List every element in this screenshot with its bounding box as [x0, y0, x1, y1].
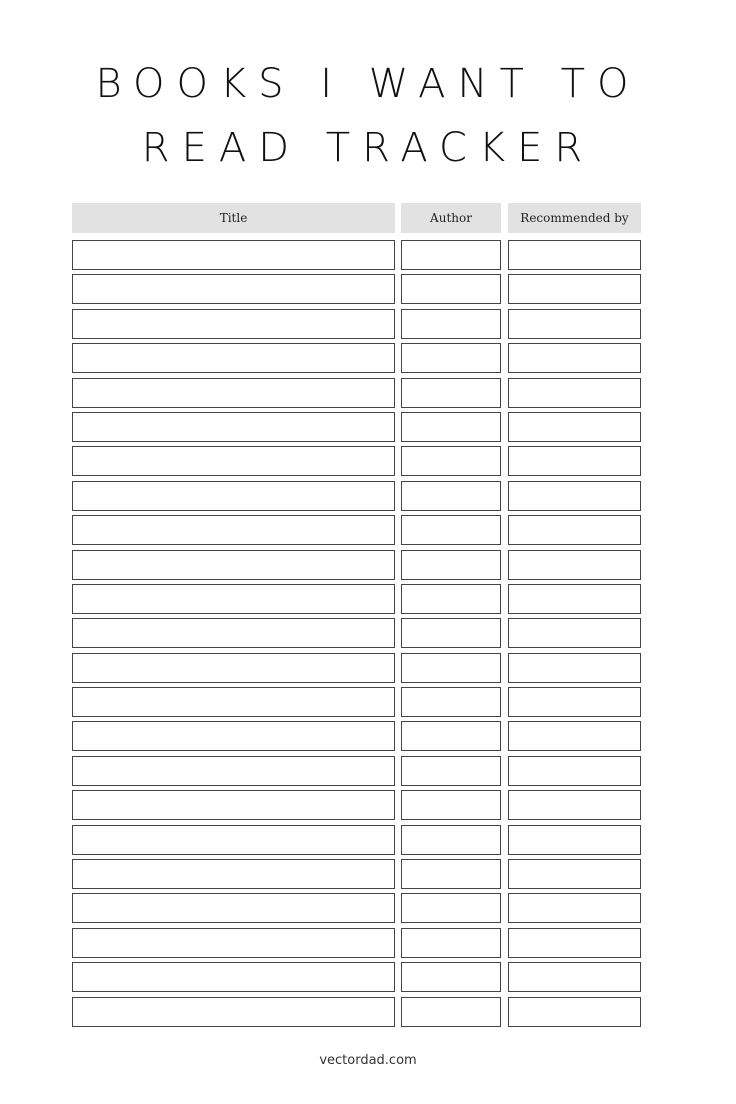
author-cell — [401, 962, 501, 992]
page-title — [0, 52, 736, 180]
recommended-by-cell — [508, 584, 641, 614]
title-cell — [72, 550, 395, 580]
table-row — [0, 378, 736, 412]
author-cell — [401, 721, 501, 751]
author-cell — [401, 997, 501, 1027]
recommended-by-cell — [508, 997, 641, 1027]
author-cell — [401, 859, 501, 889]
column-header-title: Title — [72, 203, 395, 233]
author-cell — [401, 653, 501, 683]
table-row — [0, 618, 736, 652]
title-cell — [72, 687, 395, 717]
table-row — [0, 893, 736, 927]
title-cell — [72, 412, 395, 442]
author-cell — [401, 343, 501, 373]
title-cell — [72, 343, 395, 373]
table-row — [0, 825, 736, 859]
title-cell — [72, 446, 395, 476]
author-cell — [401, 618, 501, 648]
table-row — [0, 997, 736, 1031]
author-cell — [401, 274, 501, 304]
table-row — [0, 859, 736, 893]
author-cell — [401, 893, 501, 923]
table-row — [0, 584, 736, 618]
recommended-by-cell — [508, 618, 641, 648]
title-cell — [72, 378, 395, 408]
author-cell — [401, 481, 501, 511]
title-cell — [72, 618, 395, 648]
recommended-by-cell — [508, 240, 641, 270]
column-header-recommended-by: Recommended by — [508, 203, 641, 233]
table-row — [0, 412, 736, 446]
table-row — [0, 309, 736, 343]
author-cell — [401, 687, 501, 717]
author-cell — [401, 446, 501, 476]
author-cell — [401, 928, 501, 958]
title-cell — [72, 962, 395, 992]
tracker-table-body — [0, 240, 736, 1030]
table-row — [0, 962, 736, 996]
recommended-by-cell — [508, 962, 641, 992]
recommended-by-cell — [508, 550, 641, 580]
author-cell — [401, 790, 501, 820]
recommended-by-cell — [508, 309, 641, 339]
recommended-by-cell — [508, 928, 641, 958]
table-row — [0, 928, 736, 962]
author-cell — [401, 412, 501, 442]
table-row — [0, 515, 736, 549]
recommended-by-cell — [508, 756, 641, 786]
title-cell — [72, 756, 395, 786]
title-cell — [72, 893, 395, 923]
title-cell — [72, 584, 395, 614]
title-cell — [72, 309, 395, 339]
title-cell — [72, 859, 395, 889]
title-cell — [72, 928, 395, 958]
recommended-by-cell — [508, 446, 641, 476]
page-title-line-1: BOOKS I WANT TO — [95, 61, 641, 107]
recommended-by-cell — [508, 859, 641, 889]
recommended-by-cell — [508, 412, 641, 442]
recommended-by-cell — [508, 721, 641, 751]
recommended-by-cell — [508, 515, 641, 545]
table-row — [0, 550, 736, 584]
title-cell — [72, 515, 395, 545]
table-row — [0, 274, 736, 308]
recommended-by-cell — [508, 653, 641, 683]
title-cell — [72, 721, 395, 751]
recommended-by-cell — [508, 687, 641, 717]
recommended-by-cell — [508, 893, 641, 923]
table-row — [0, 653, 736, 687]
column-header-author: Author — [401, 203, 501, 233]
table-row — [0, 756, 736, 790]
recommended-by-cell — [508, 343, 641, 373]
author-cell — [401, 240, 501, 270]
table-row — [0, 687, 736, 721]
page-title-line-2: READ TRACKER — [141, 125, 595, 171]
table-row — [0, 343, 736, 377]
author-cell — [401, 756, 501, 786]
recommended-by-cell — [508, 825, 641, 855]
author-cell — [401, 825, 501, 855]
author-cell — [401, 309, 501, 339]
recommended-by-cell — [508, 378, 641, 408]
author-cell — [401, 550, 501, 580]
author-cell — [401, 584, 501, 614]
title-cell — [72, 653, 395, 683]
table-header — [0, 203, 736, 233]
table-row — [0, 790, 736, 824]
table-row — [0, 721, 736, 755]
title-cell — [72, 825, 395, 855]
table-row — [0, 240, 736, 274]
table-row — [0, 481, 736, 515]
recommended-by-cell — [508, 481, 641, 511]
table-row — [0, 446, 736, 480]
author-cell — [401, 515, 501, 545]
title-cell — [72, 997, 395, 1027]
title-cell — [72, 790, 395, 820]
recommended-by-cell — [508, 274, 641, 304]
title-cell — [72, 274, 395, 304]
footer-website: vectordad.com — [319, 1053, 417, 1068]
title-cell — [72, 481, 395, 511]
title-cell — [72, 240, 395, 270]
recommended-by-cell — [508, 790, 641, 820]
author-cell — [401, 378, 501, 408]
